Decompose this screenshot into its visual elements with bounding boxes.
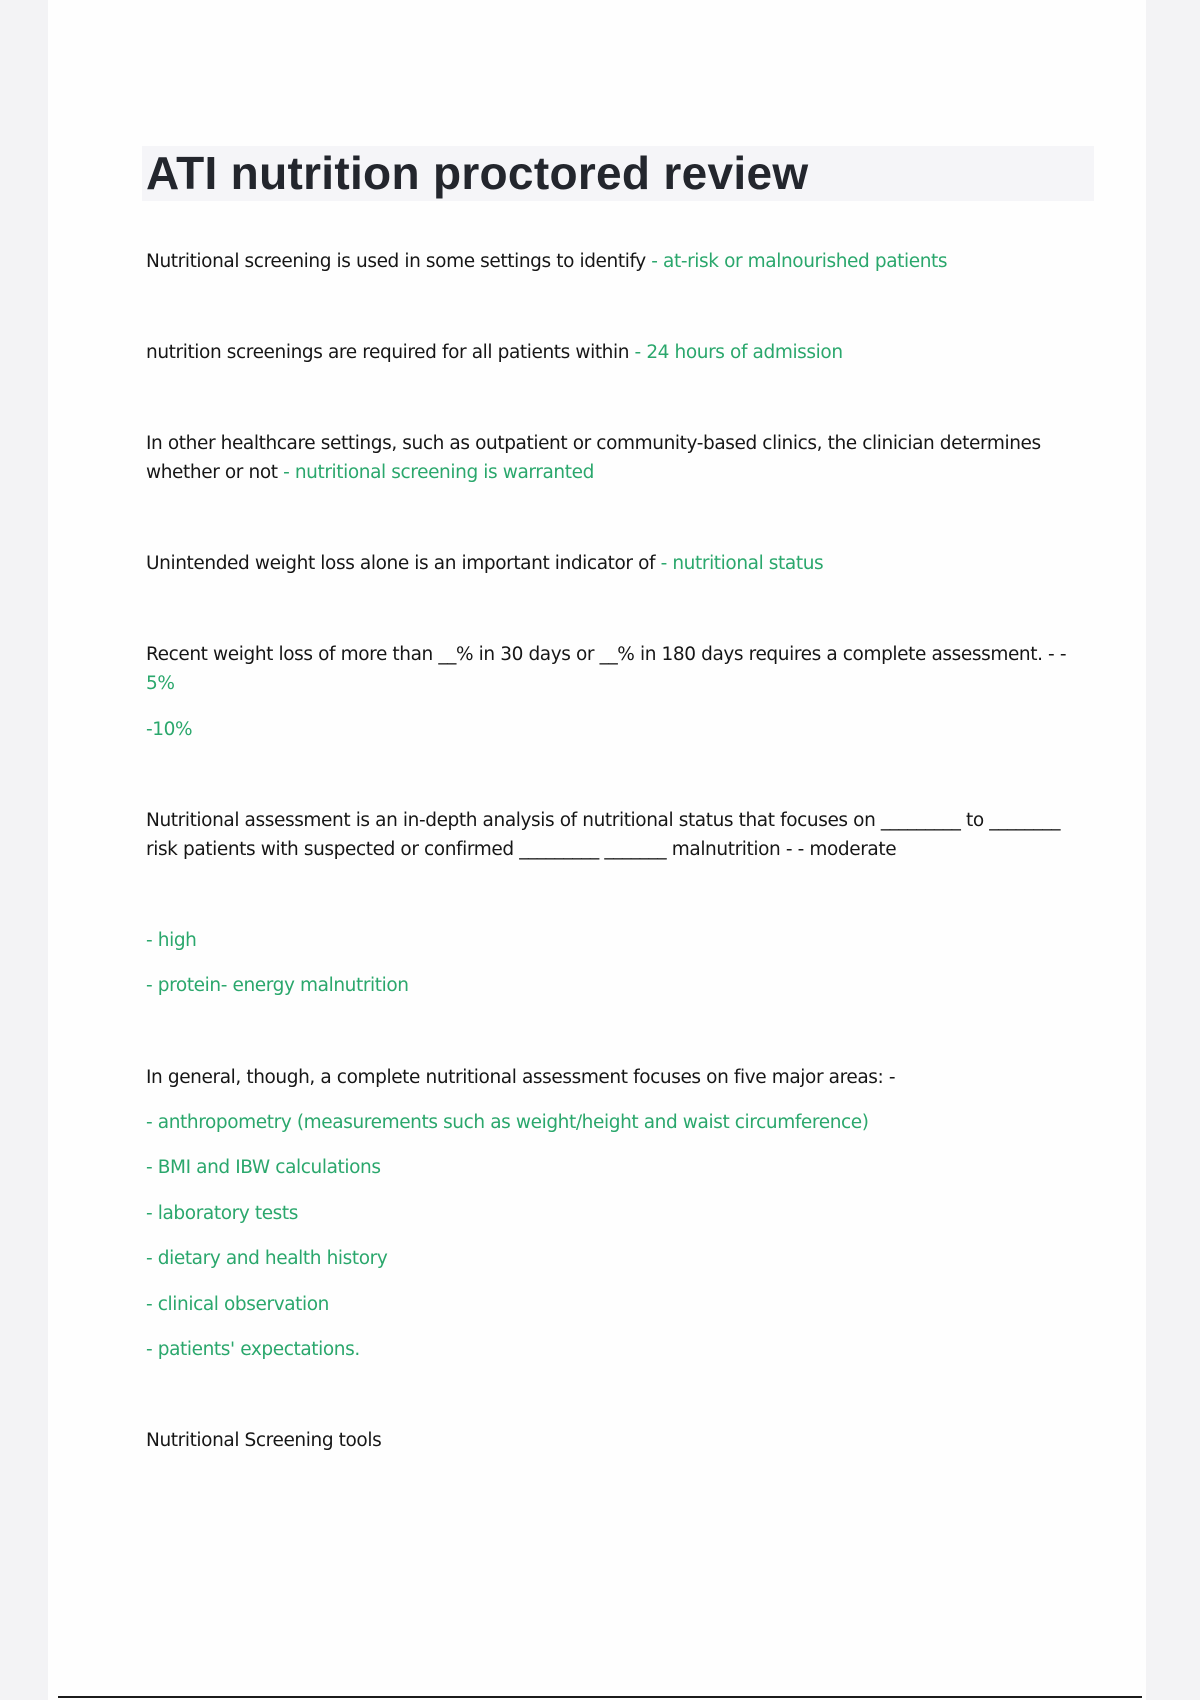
answer-list-item: - dietary and health history bbox=[146, 1248, 388, 1269]
question-text: Nutritional assessment is an in-depth analysis of nutritional status that focuses on _________ to ________ risk patients with suspected or confirmed _________ _______ malnutrition - - moderate bbox=[146, 810, 1061, 860]
qa-item-1 bbox=[146, 247, 1076, 276]
question-text: Nutritional screening is used in some settings to identify bbox=[146, 251, 646, 272]
answer-text: - at-risk or malnourished patients bbox=[645, 251, 948, 272]
answer-list-item: - clinical observation bbox=[146, 1294, 330, 1315]
qa-item-3 bbox=[146, 429, 1076, 487]
qa-item-6 bbox=[146, 806, 1076, 864]
answer-list-item: - patients' expectations. bbox=[146, 1339, 360, 1360]
answer-continuation: - protein- energy malnutrition bbox=[146, 975, 409, 996]
qa-item-2 bbox=[146, 338, 1076, 367]
question-text: Nutritional Screening tools bbox=[146, 1430, 382, 1451]
qa-item-7 bbox=[146, 1063, 1076, 1092]
question-text: Unintended weight loss alone is an important indicator of bbox=[146, 553, 656, 574]
answer-continuation: -10% bbox=[146, 719, 193, 740]
page-title: ATI nutrition proctored review bbox=[146, 147, 809, 199]
qa-item-4 bbox=[146, 549, 1076, 578]
answer-text: - nutritional screening is warranted bbox=[277, 462, 594, 483]
answer-text: - high bbox=[146, 930, 197, 951]
answer-list-item: - anthropometry (measurements such as weight/height and waist circumference) bbox=[146, 1112, 869, 1133]
qa-item-8 bbox=[146, 1426, 1076, 1455]
answer-list-item: - BMI and IBW calculations bbox=[146, 1157, 381, 1178]
qa-item-5 bbox=[146, 640, 1076, 698]
answer-text: - 24 hours of admission bbox=[629, 342, 843, 363]
question-text: nutrition screenings are required for all patients within bbox=[146, 342, 630, 363]
question-text: In other healthcare settings, such as outpatient or community-based clinics, the clinician determines whether or not bbox=[146, 433, 1041, 483]
bottom-rule bbox=[58, 1696, 1142, 1698]
question-text: In general, though, a complete nutritional assessment focuses on five major areas: - bbox=[146, 1067, 896, 1088]
answer-text: - nutritional status bbox=[655, 553, 824, 574]
answer-list-item: - laboratory tests bbox=[146, 1203, 299, 1224]
question-text: Recent weight loss of more than __% in 30 days or __% in 180 days requires a complete assessment. - - bbox=[146, 644, 1067, 665]
answer-text: 5% bbox=[146, 673, 175, 694]
